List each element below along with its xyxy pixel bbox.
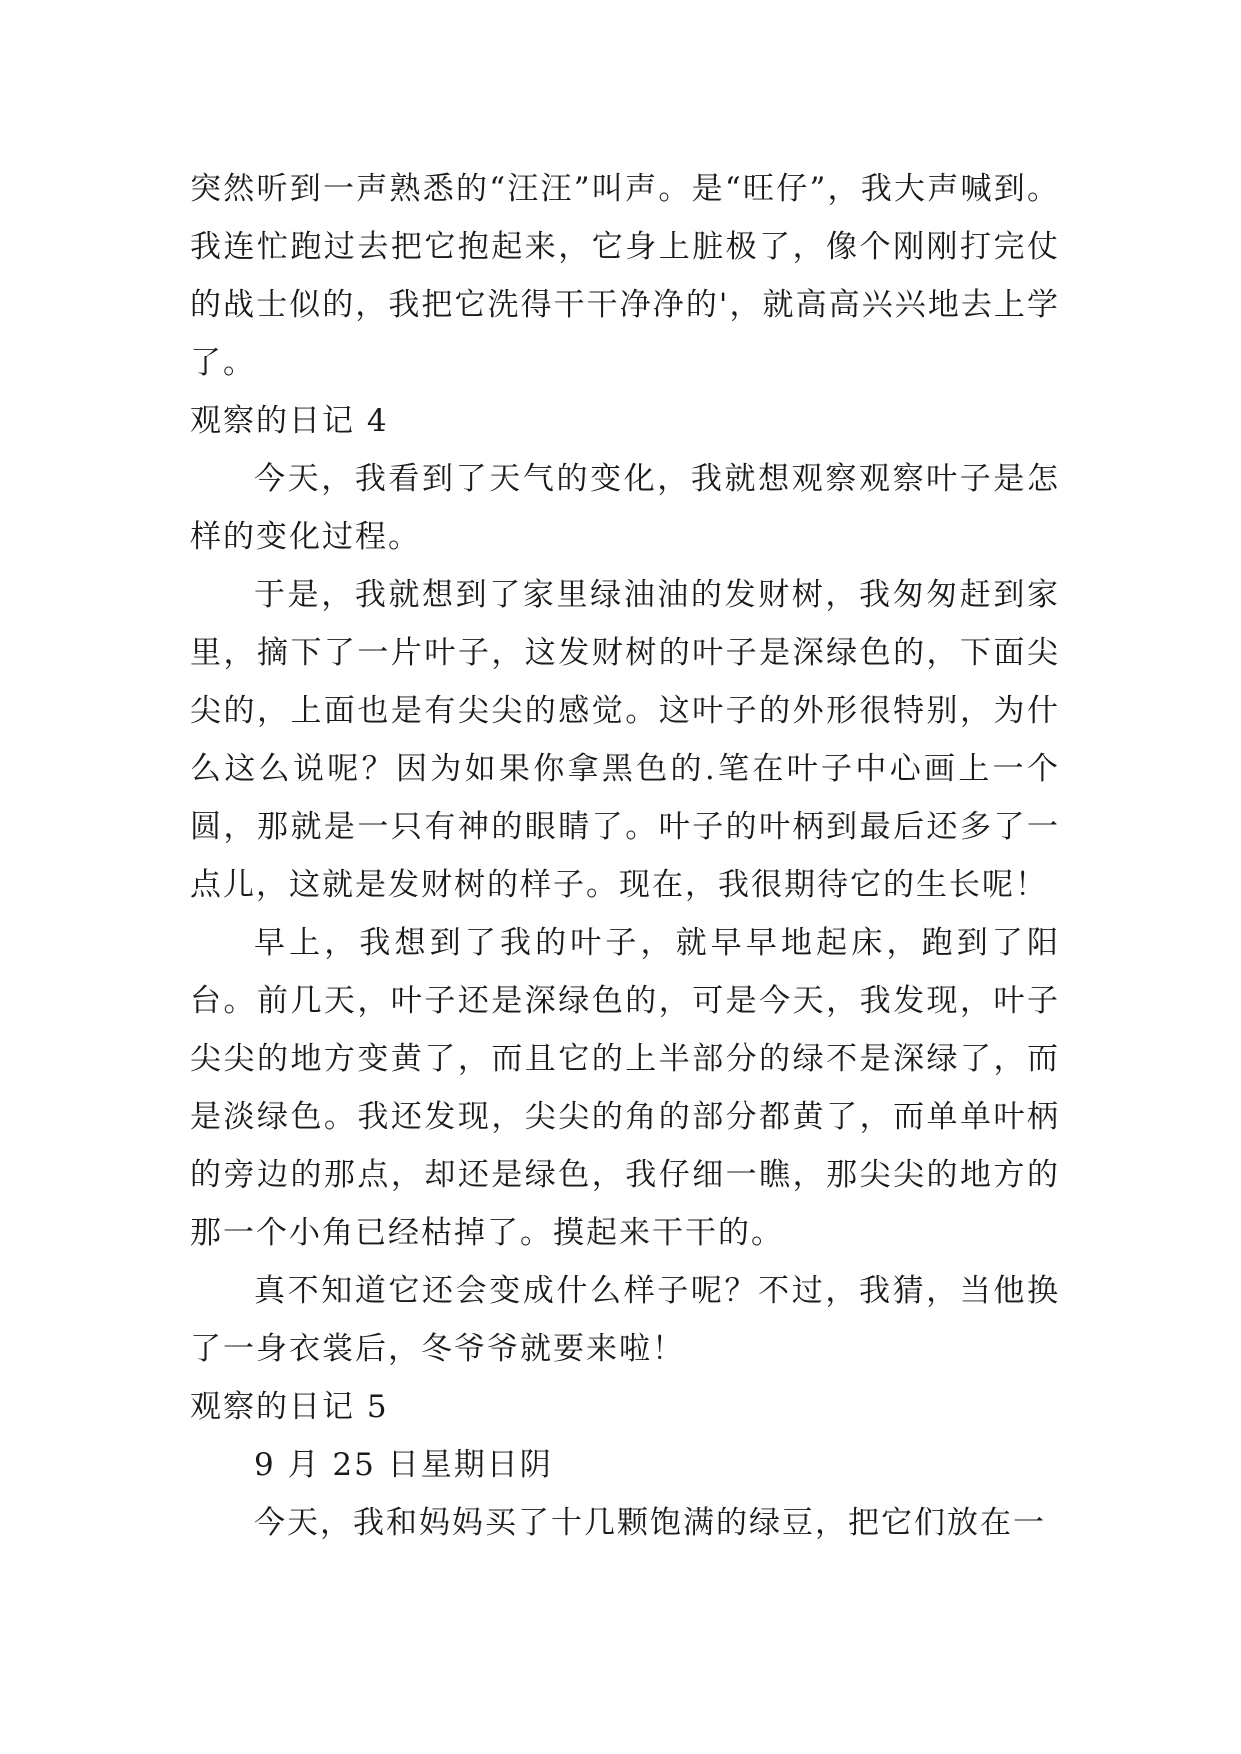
paragraph: 真不知道它还会变成什么样子呢？不过，我猜，当他换了一身衣裳后，冬爷爷就要来啦！: [190, 1273, 1060, 1367]
section-heading-diary-4: 观察的日记 4: [190, 403, 389, 439]
section-heading-diary-5: 观察的日记 5: [190, 1389, 389, 1425]
paragraph: 早上，我想到了我的叶子，就早早地起床，跑到了阳台。前几天，叶子还是深绿色的，可是今天，我发现，叶子尖尖的地方变黄了，而且它的上半部分的绿不是深绿了，而是淡绿色。我还发现，尖尖的角的部分都黄了，而单单叶柄的旁边的那点，却还是绿色，我仔细一瞧，那尖尖的地方的那一个小角已经枯掉了。摸起来干干的。: [190, 925, 1060, 1251]
diary-date-line: 9 月 25 日星期日阴: [254, 1447, 553, 1483]
paragraph: 于是，我就想到了家里绿油油的发财树，我匆匆赶到家里，摘下了一片叶子，这发财树的叶子是深绿色的，下面尖尖的，上面也是有尖尖的感觉。这叶子的外形很特别，为什么这么说呢？因为如果你拿黑色的.笔在叶子中心画上一个圆，那就是一只有神的眼睛了。叶子的叶柄到最后还多了一点儿，这就是发财树的样子。现在，我很期待它的生长呢！: [190, 577, 1060, 903]
paragraph-continuation: 突然听到一声熟悉的“汪汪”叫声。是“旺仔”，我大声喊到。我连忙跑过去把它抱起来，它身上脏极了，像个刚刚打完仗的战士似的，我把它洗得干干净净的'，就高高兴兴地去上学了。: [190, 171, 1060, 381]
paragraph: 今天，我看到了天气的变化，我就想观察观察叶子是怎样的变化过程。: [190, 461, 1060, 555]
paragraph: 今天，我和妈妈买了十几颗饱满的绿豆，把它们放在一: [254, 1505, 1046, 1541]
document-body: [190, 160, 1060, 1552]
